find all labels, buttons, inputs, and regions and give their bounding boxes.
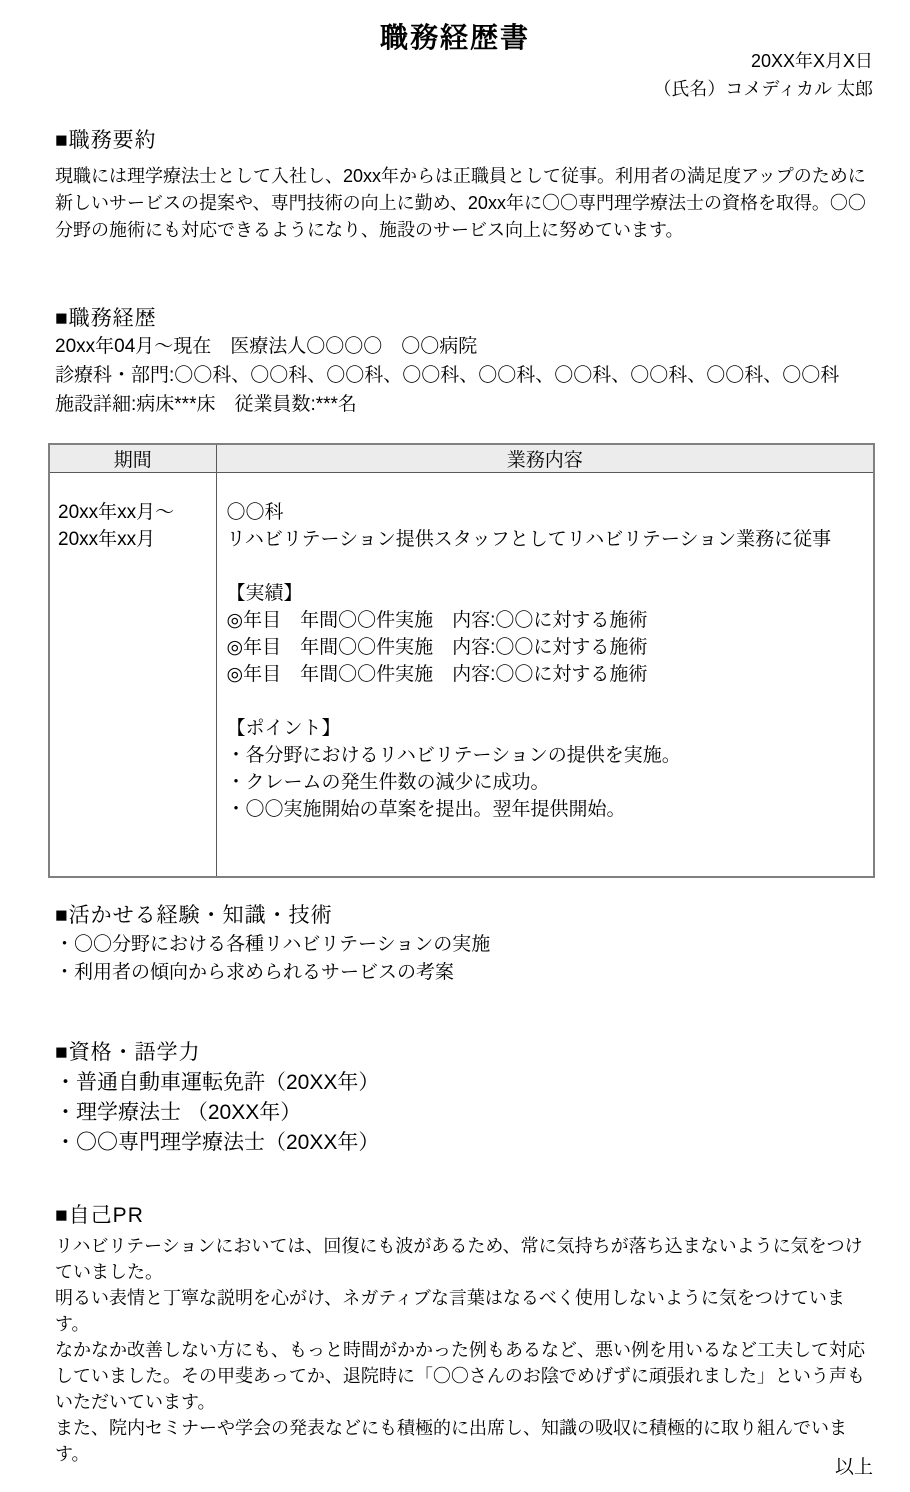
duty-line: 〇〇科 [226,502,284,523]
closing-text: 以上 [834,1457,873,1478]
duty-line: ・各分野におけるリハビリテーションの提供を実施。 [226,745,681,766]
qualifications-list [55,1068,875,1158]
qualification-item: ・〇〇専門理学療法士（20XX年） [55,1131,380,1154]
duty-line: ◎年目 年間〇〇件実施 内容:〇〇に対する施術 [226,664,648,685]
career-table-row [49,473,874,878]
duty-line: ◎年目 年間〇〇件実施 内容:〇〇に対する施術 [226,637,648,658]
pr-paragraph: また、院内セミナーや学会の発表などにも積極的に出席し、知識の吸収に積極的に取り組んでいます。 [55,1418,847,1464]
pr-body [55,1233,875,1467]
table-header-period: 期間 [49,444,216,473]
pr-paragraph: なかなか改善しない方にも、もっと時間がかかった例もあるなど、悪い例を用いるなど工夫して対応していました。その甲斐あってか、退院時に「〇〇さんのお陰でめげずに頑張れました」という声もいただいています。 [55,1340,865,1412]
career-line-facility: 施設詳細:病床***床 従業員数:***名 [55,394,357,415]
table-header-duties: 業務内容 [216,444,874,473]
duty-line-achievements-heading: 【実績】 [226,583,303,604]
applicant-name: （氏名）コメディカル 太郎 [653,79,873,99]
document-date: 20XX年X月X日 [750,51,873,71]
career-line-employer: 20xx年04月～現在 医療法人〇〇〇〇 〇〇病院 [55,336,478,357]
skills-section-heading: ■活かせる経験・知識・技術 [55,904,333,927]
career-table [48,443,875,878]
duty-line: ◎年目 年間〇〇件実施 内容:〇〇に対する施術 [226,610,648,631]
duty-line: ・〇〇実施開始の草案を提出。翌年提供開始。 [226,799,626,820]
career-line-departments: 診療科・部門:〇〇科、〇〇科、〇〇科、〇〇科、〇〇科、〇〇科、〇〇科、〇〇科、〇〇科 [55,365,840,386]
period-cell: 20xx年xx月～20xx年xx月 [49,473,216,878]
page-title: 職務経歴書 [379,22,530,53]
summary-section-heading: ■職務要約 [55,129,157,152]
summary-body: 現職には理学療法士として入社し、20xx年からは正職員として従事。利用者の満足度アップのために新しいサービスの提案や、専門技術の向上に勤め、20xx年に〇〇専門理学療法士の資格を取得。〇〇分野の施術にも対応できるようになり、施設のサービス向上に努めています。 [55,166,866,240]
skills-list [55,931,875,987]
skill-item: ・〇〇分野における各種リハビリテーションの実施 [55,934,491,955]
career-summary-lines [55,332,875,419]
duty-line: ・クレームの発生件数の減少に成功。 [226,772,550,793]
qualifications-section-heading: ■資格・語学力 [55,1041,201,1064]
skill-item: ・利用者の傾向から求められるサービスの考案 [55,962,455,983]
career-table-header-row [49,444,874,473]
career-section-heading: ■職務経歴 [55,307,157,330]
duty-line: リハビリテーション提供スタッフとしてリハビリテーション業務に従事 [226,529,832,550]
qualification-item: ・理学療法士 （20XX年） [55,1101,302,1124]
qualification-item: ・普通自動車運転免許（20XX年） [55,1071,380,1094]
pr-paragraph: 明るい表情と丁寧な説明を心がけ、ネガティブな言葉はなるべく使用しないように気をつけています。 [55,1288,845,1334]
duties-cell [216,473,874,878]
duty-line-spacer [227,553,864,580]
duty-line-points-heading: 【ポイント】 [226,718,341,739]
pr-paragraph: リハビリテーションにおいては、回復にも波があるため、常に気持ちが落ち込まないように気をつけていました。 [55,1236,863,1282]
duty-line-spacer [227,688,864,715]
pr-section-heading: ■自己PR [55,1204,144,1227]
